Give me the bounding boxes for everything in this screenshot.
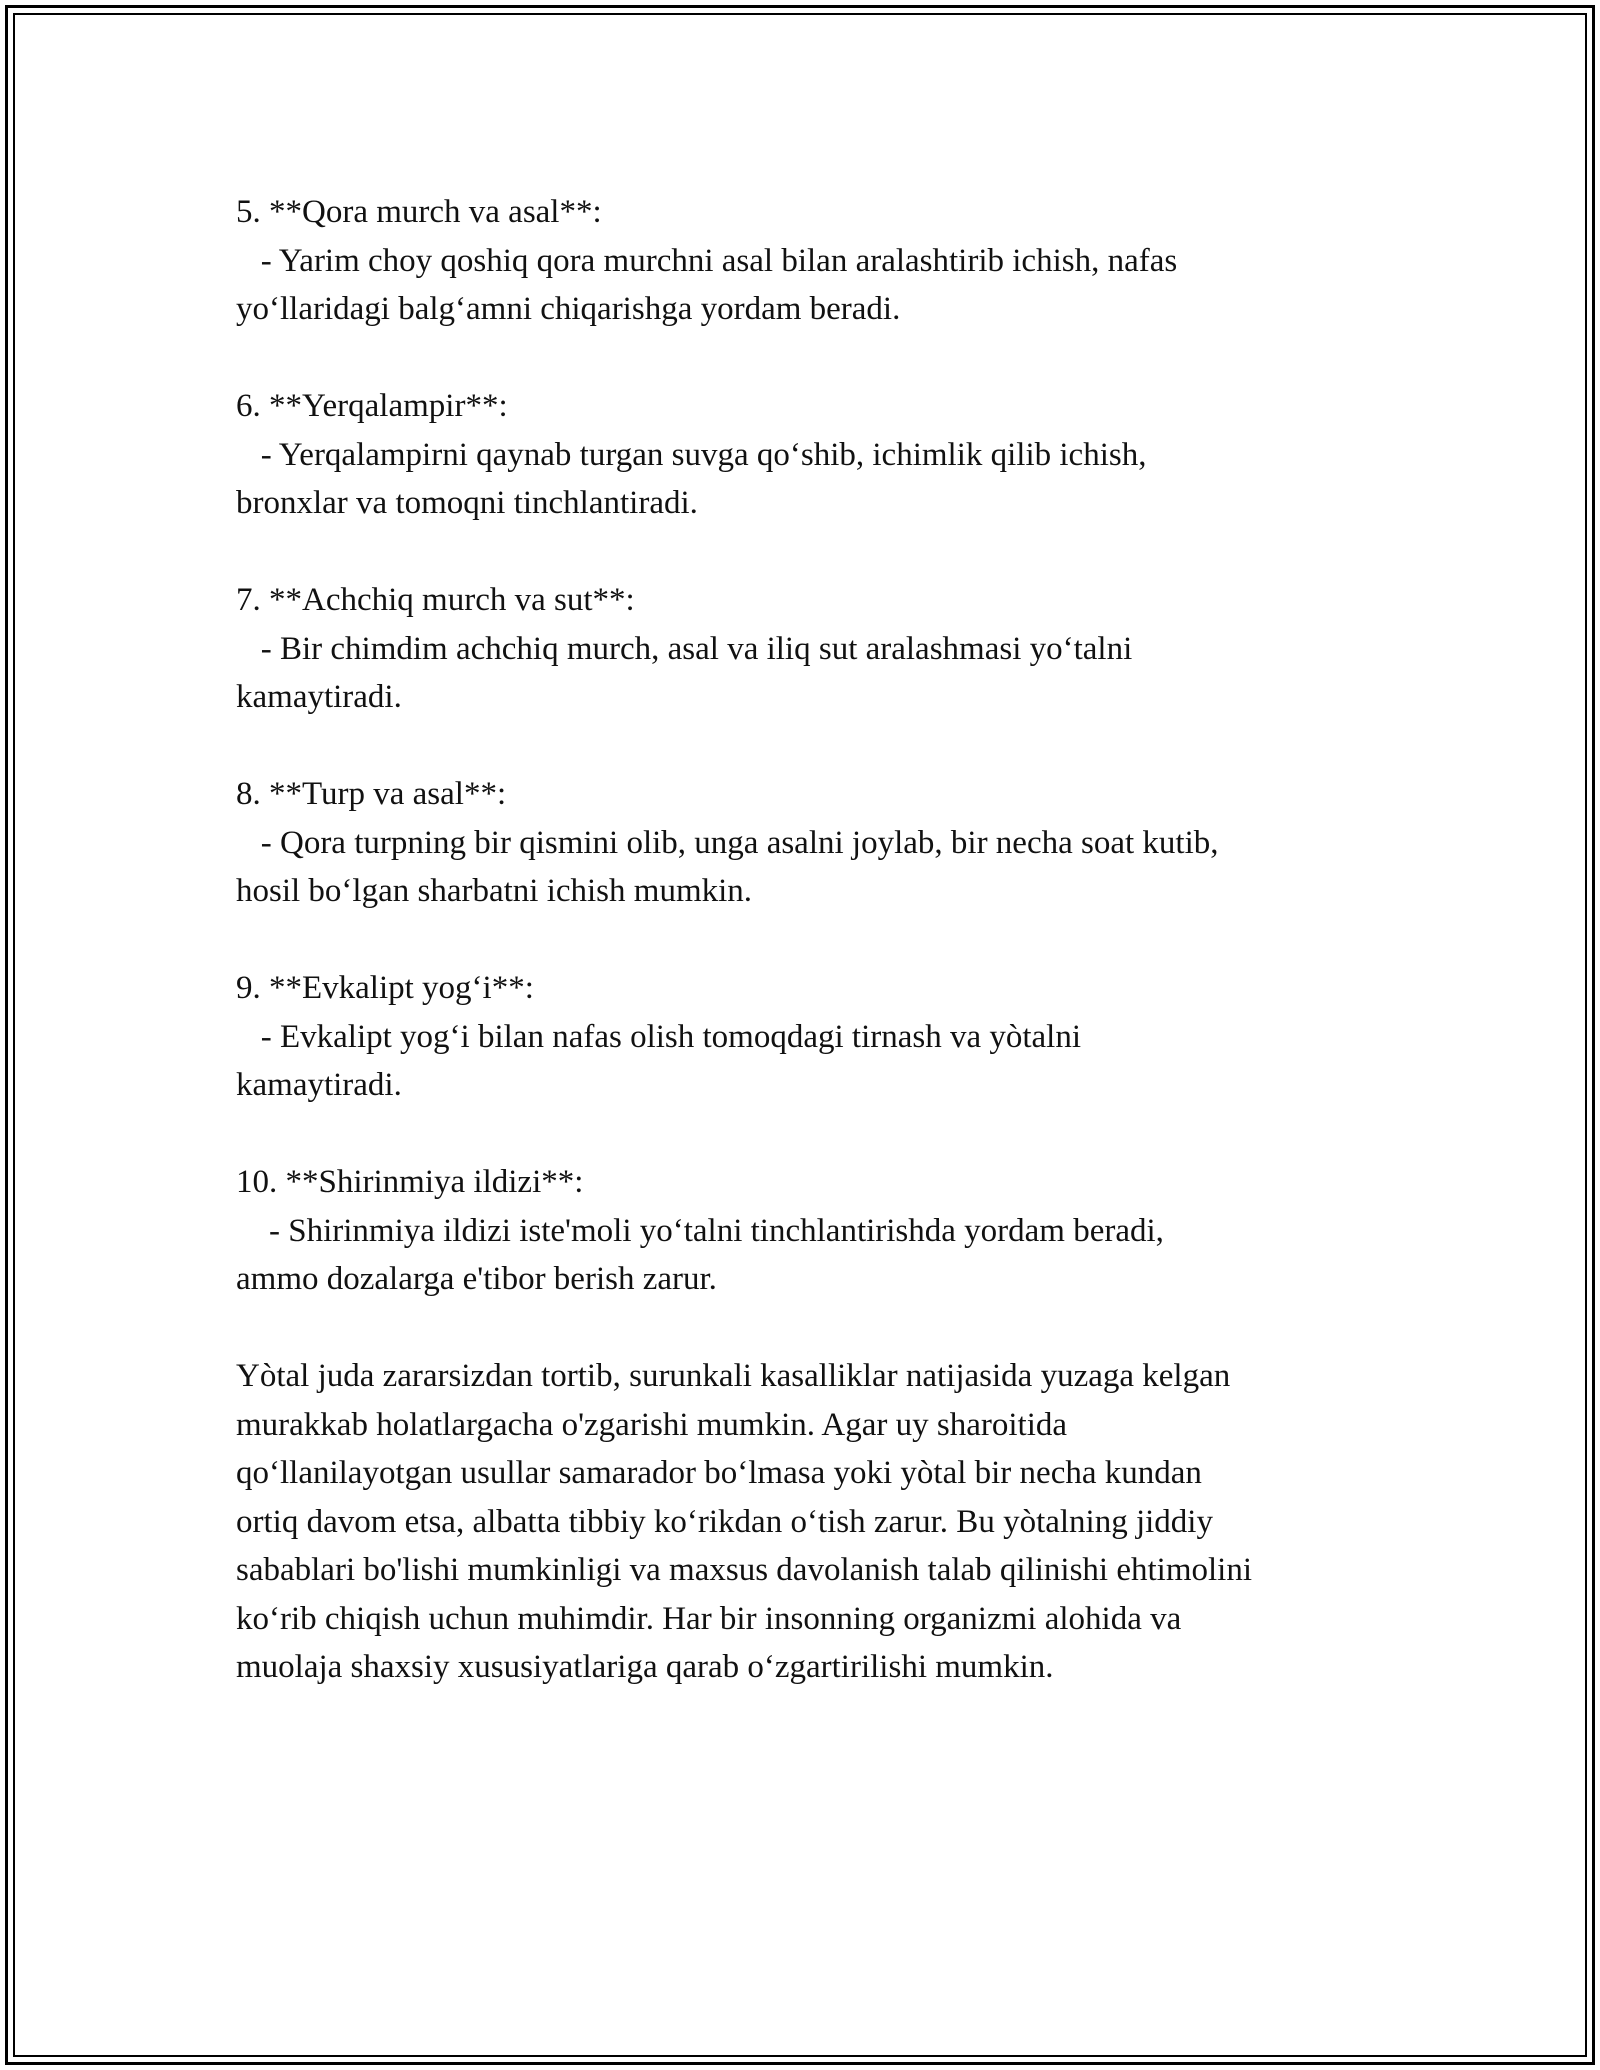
item-heading: 9. **Evkalipt yog‘i**: <box>236 970 534 1006</box>
paragraph-line: murakkab holatlargacha o'zgarishi mumkin. Agar uy sharoitida <box>236 1406 1068 1443</box>
item-heading: 10. **Shirinmiya ildizi**: <box>236 1164 584 1200</box>
paragraph-line: Yòtal juda zararsizdan tortib, surunkali kasalliklar natijasida yuzaga kelgan <box>236 1358 1231 1394</box>
item-body-continued: ammo dozalarga e'tibor berish zarur. <box>236 1261 717 1297</box>
paragraph-line: ko‘rib chiqish uchun muhimdir. Har bir insonning organizmi alohida va <box>236 1600 1182 1637</box>
document-body <box>236 188 1386 1692</box>
item-body-continued: yo‘llaridagi balg‘amni chiqarishga yordam beradi. <box>236 291 901 327</box>
item-body: - Shirinmiya ildizi iste'moli yo‘talni tinchlantirishda yordam beradi, <box>236 1212 1164 1249</box>
conclusion-paragraph <box>236 1352 1386 1692</box>
list-item <box>236 770 1386 916</box>
list-item <box>236 576 1386 722</box>
item-body: - Evkalipt yog‘i bilan nafas olish tomoqdagi tirnash va yòtalni <box>236 1018 1082 1055</box>
item-heading: 5. **Qora murch va asal**: <box>236 194 602 230</box>
paragraph-line: muolaja shaxsiy xususiyatlariga qarab o‘zgartirilishi mumkin. <box>236 1649 1054 1685</box>
item-heading: 8. **Turp va asal**: <box>236 776 507 812</box>
list-item <box>236 1158 1386 1304</box>
item-heading: 7. **Achchiq murch va sut**: <box>236 582 635 618</box>
paragraph-line: sabablari bo'lishi mumkinligi va maxsus davolanish talab qilinishi ehtimolini <box>236 1552 1253 1588</box>
item-body: - Bir chimdim achchiq murch, asal va iliq sut aralashmasi yo‘talni <box>236 630 1133 667</box>
list-item <box>236 188 1386 334</box>
list-item <box>236 382 1386 528</box>
item-heading: 6. **Yerqalampir**: <box>236 388 508 424</box>
item-body: - Qora turpning bir qismini olib, unga asalni joylab, bir necha soat kutib, <box>236 824 1219 861</box>
paragraph-line: qo‘llanilayotgan usullar samarador bo‘lmasa yoki yòtal bir necha kundan <box>236 1455 1202 1491</box>
item-body-continued: kamaytiradi. <box>236 1067 402 1103</box>
list-item <box>236 964 1386 1110</box>
item-body: - Yarim choy qoshiq qora murchni asal bilan aralashtirib ichish, nafas <box>236 242 1178 279</box>
paragraph-line: ortiq davom etsa, albatta tibbiy ko‘rikdan o‘tish zarur. Bu yòtalning jiddiy <box>236 1503 1213 1540</box>
item-body-continued: bronxlar va tomoqni tinchlantiradi. <box>236 485 698 521</box>
item-body-continued: hosil bo‘lgan sharbatni ichish mumkin. <box>236 873 753 909</box>
item-body-continued: kamaytiradi. <box>236 679 402 715</box>
item-body: - Yerqalampirni qaynab turgan suvga qo‘shib, ichimlik qilib ichish, <box>236 436 1147 473</box>
